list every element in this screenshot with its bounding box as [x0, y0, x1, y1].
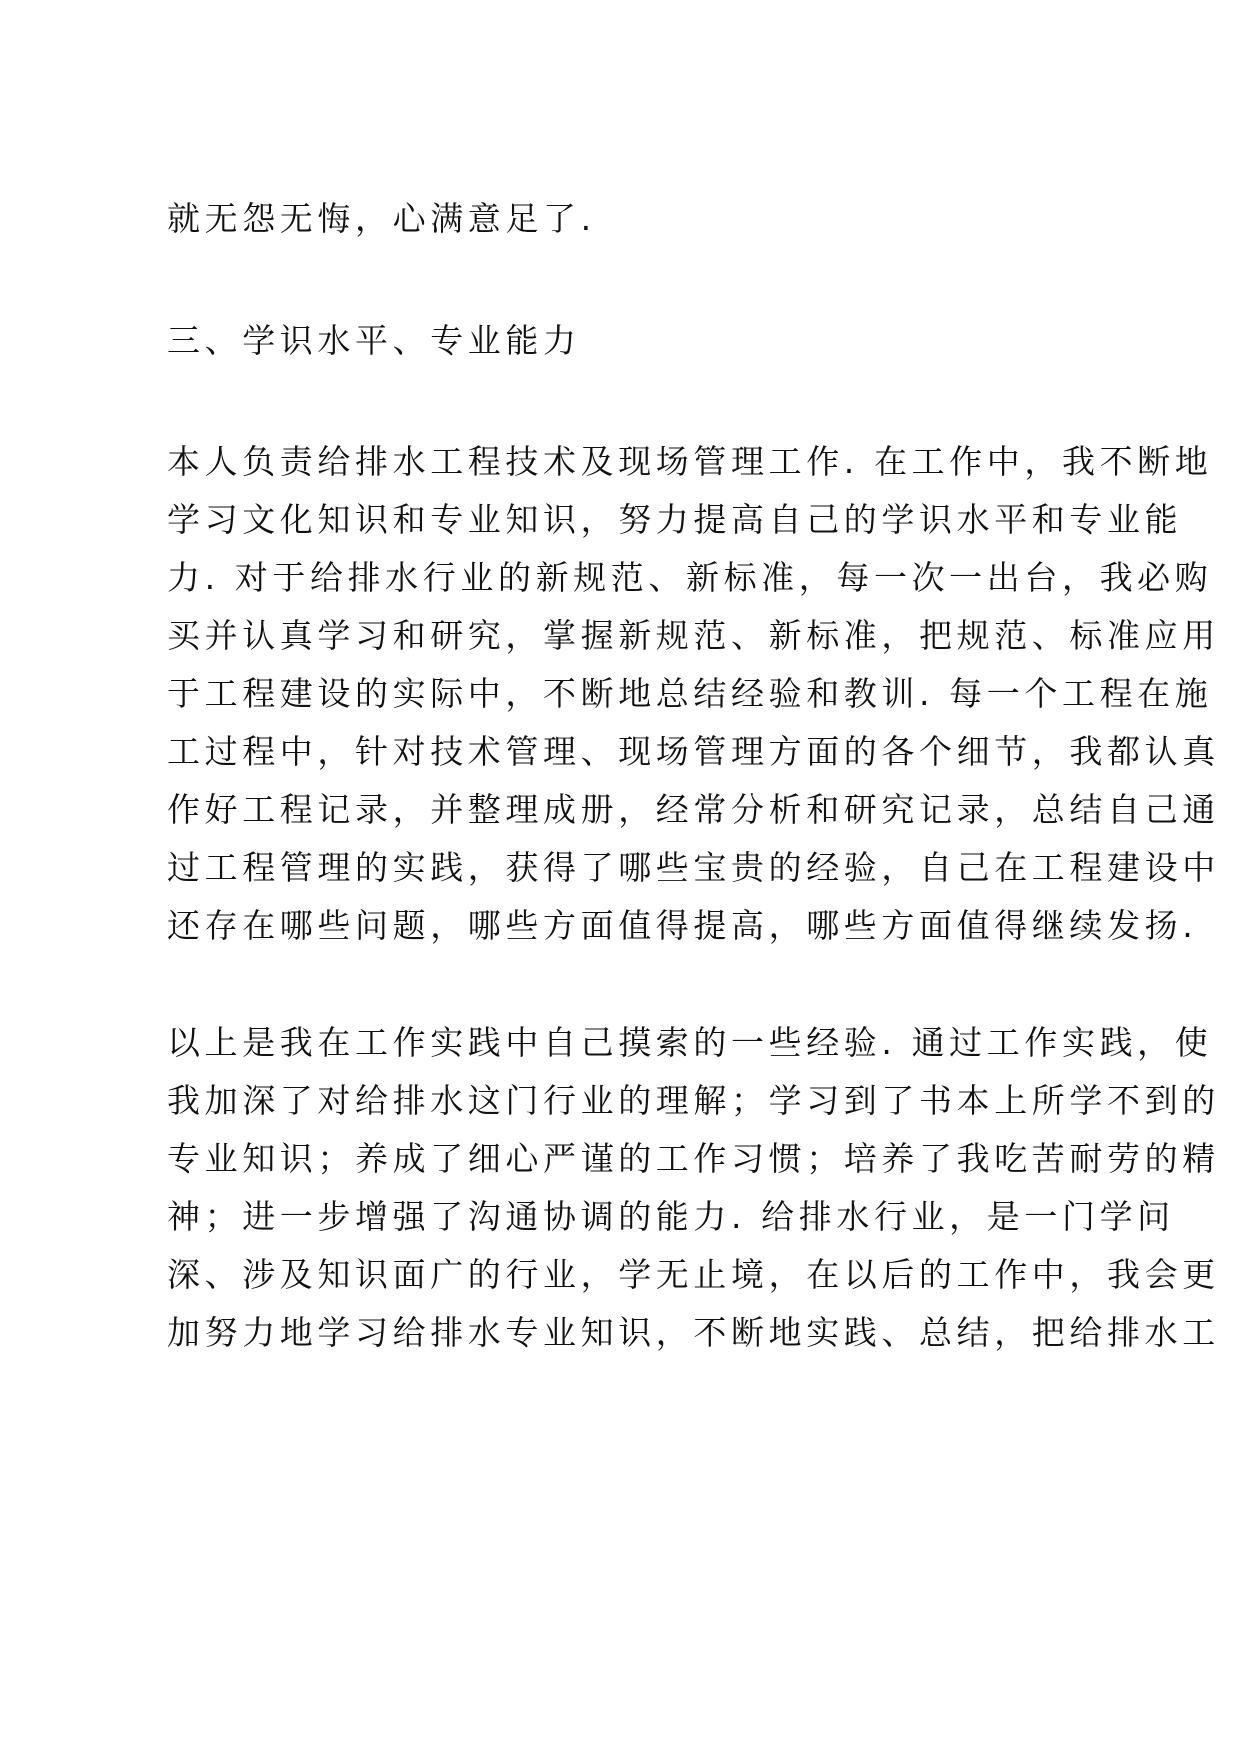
text-line: 以上是我在工作实践中自己摸索的一些经验. 通过工作实践，使 [167, 1023, 1213, 1062]
text-line: 加努力地学习给排水专业知识，不断地实践、总结，把给排水工 [167, 1313, 1220, 1352]
text-line: 我加深了对给排水这门行业的理解；学习到了书本上所学不到的 [167, 1081, 1220, 1120]
text-line: 就无怨无悔，心满意足了. [167, 199, 596, 238]
text-line: 本人负责给排水工程技术及现场管理工作. 在工作中，我不断地 [167, 442, 1213, 481]
text-line: 于工程建设的实际中，不断地总结经验和教训. 每一个工程在施 [167, 674, 1213, 713]
text-line: 神；进一步增强了沟通协调的能力. 给排水行业，是一门学问 [167, 1197, 1175, 1236]
section-heading: 三、学识水平、专业能力 [167, 321, 581, 360]
text-line: 买并认真学习和研究，掌握新规范、新标准，把规范、标准应用 [167, 616, 1220, 655]
text-line: 工过程中，针对技术管理、现场管理方面的各个细节，我都认真 [167, 732, 1220, 771]
text-line: 还存在哪些问题，哪些方面值得提高，哪些方面值得继续发扬. [167, 906, 1198, 945]
text-line: 专业知识；养成了细心严谨的工作习惯；培养了我吃苦耐劳的精 [167, 1139, 1220, 1178]
text-line: 过工程管理的实践，获得了哪些宝贵的经验，自己在工程建设中 [167, 848, 1220, 887]
text-line: 作好工程记录，并整理成册，经常分析和研究记录，总结自己通 [167, 790, 1220, 829]
text-line: 力. 对于给排水行业的新规范、新标准，每一次一出台，我必购 [167, 558, 1213, 597]
text-line: 学习文化知识和专业知识，努力提高自己的学识水平和专业能 [167, 500, 1183, 539]
text-line: 深、涉及知识面广的行业，学无止境，在以后的工作中，我会更 [167, 1255, 1220, 1294]
